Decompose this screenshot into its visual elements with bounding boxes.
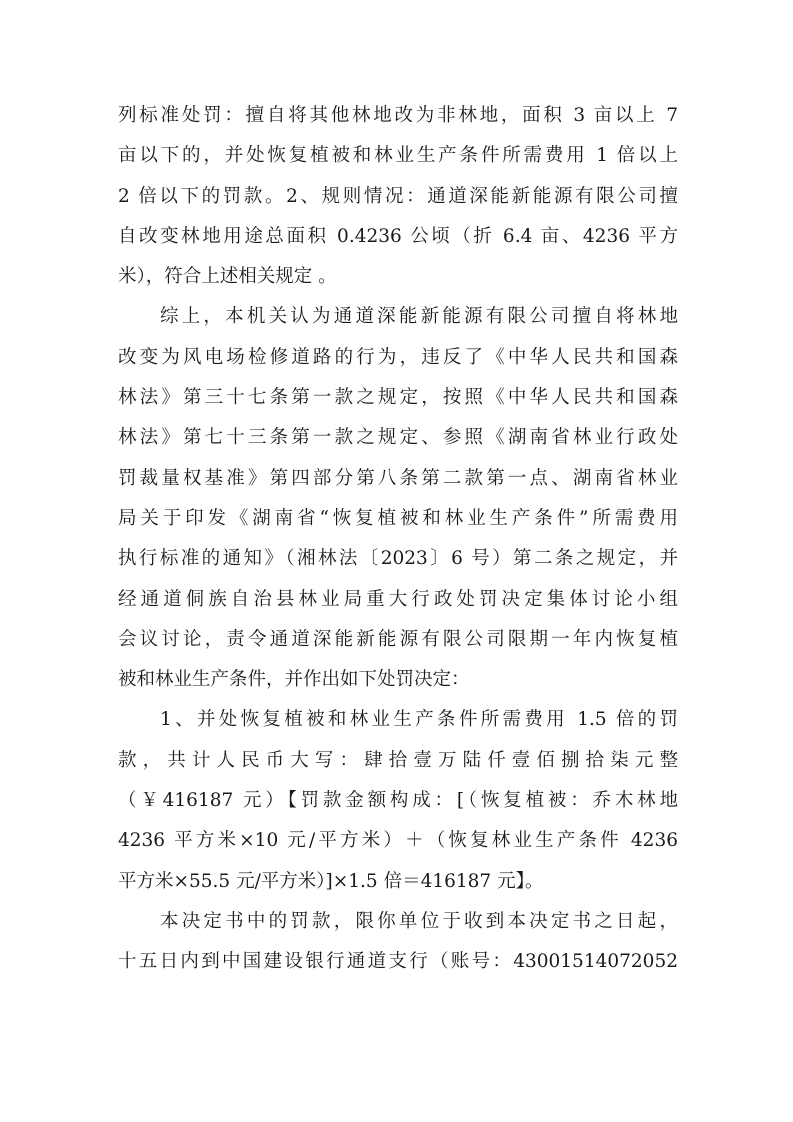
text-line: 林法》第三十七条第一款之规定，按照《中华人民共和国森 [118, 387, 678, 409]
text-line: 米），符合上述相关规定 。 [118, 266, 337, 288]
paragraph-start-line: 本决定书中的罚款，限你单位于收到本决定书之日起， [160, 910, 678, 932]
text-line: 罚裁量权基准》第四部分第八条第二款第一点、湖南省林业 [118, 467, 678, 489]
text-line: 林法》第七十三条第一款之规定、参照《湖南省林业行政处 [118, 427, 678, 449]
text-line: 平方米×55.5 元/平方米）]×1.5 倍＝416187 元】。 [118, 870, 544, 892]
text-line: 经通道侗族自治县林业局重大行政处罚决定集体讨论小组 [118, 588, 678, 610]
text-line: 改变为风电场检修道路的行为，违反了《中华人民共和国森 [118, 346, 678, 368]
text-line: 2 倍以下的罚款。2、规则情况：通道深能新能源有限公司擅 [118, 185, 678, 207]
text-line: 4236 平方米×10 元/平方米）＋（恢复林业生产条件 4236 [118, 830, 678, 852]
text-line: 自改变林地用途总面积 0.4236 公顷（折 6.4 亩、4236 平方 [118, 225, 678, 247]
document-body [118, 96, 678, 983]
text-line: 会议讨论，责令通道深能新能源有限公司限期一年内恢复植 [118, 628, 678, 650]
text-line: 亩以下的，并处恢复植被和林业生产条件所需费用 1 倍以上 [118, 145, 678, 167]
text-line: 列标准处罚：擅自将其他林地改为非林地，面积 3 亩以上 7 [118, 105, 678, 126]
text-line: 局关于印发《湖南省“恢复植被和林业生产条件”所需费用 [118, 507, 678, 529]
paragraph-start-line: 综上，本机关认为通道深能新能源有限公司擅自将林地 [160, 306, 678, 328]
text-line: 款，共计人民币大写：肆拾壹万陆仟壹佰捌拾柒元整 [118, 749, 678, 771]
text-line: 执行标准的通知》（湘林法〔2023〕6 号）第二条之规定，并 [118, 548, 678, 570]
text-line: 被和林业生产条件，并作出如下处罚决定： [118, 669, 470, 691]
text-line: （￥416187 元）【罚款金额构成：[（恢复植被：乔木林地 [118, 790, 678, 812]
paragraph-start-line: 1、并处恢复植被和林业生产条件所需费用 1.5 倍的罚 [160, 709, 678, 731]
text-line: 十五日内到中国建设银行通道支行（账号：43001514072052 [118, 951, 678, 973]
